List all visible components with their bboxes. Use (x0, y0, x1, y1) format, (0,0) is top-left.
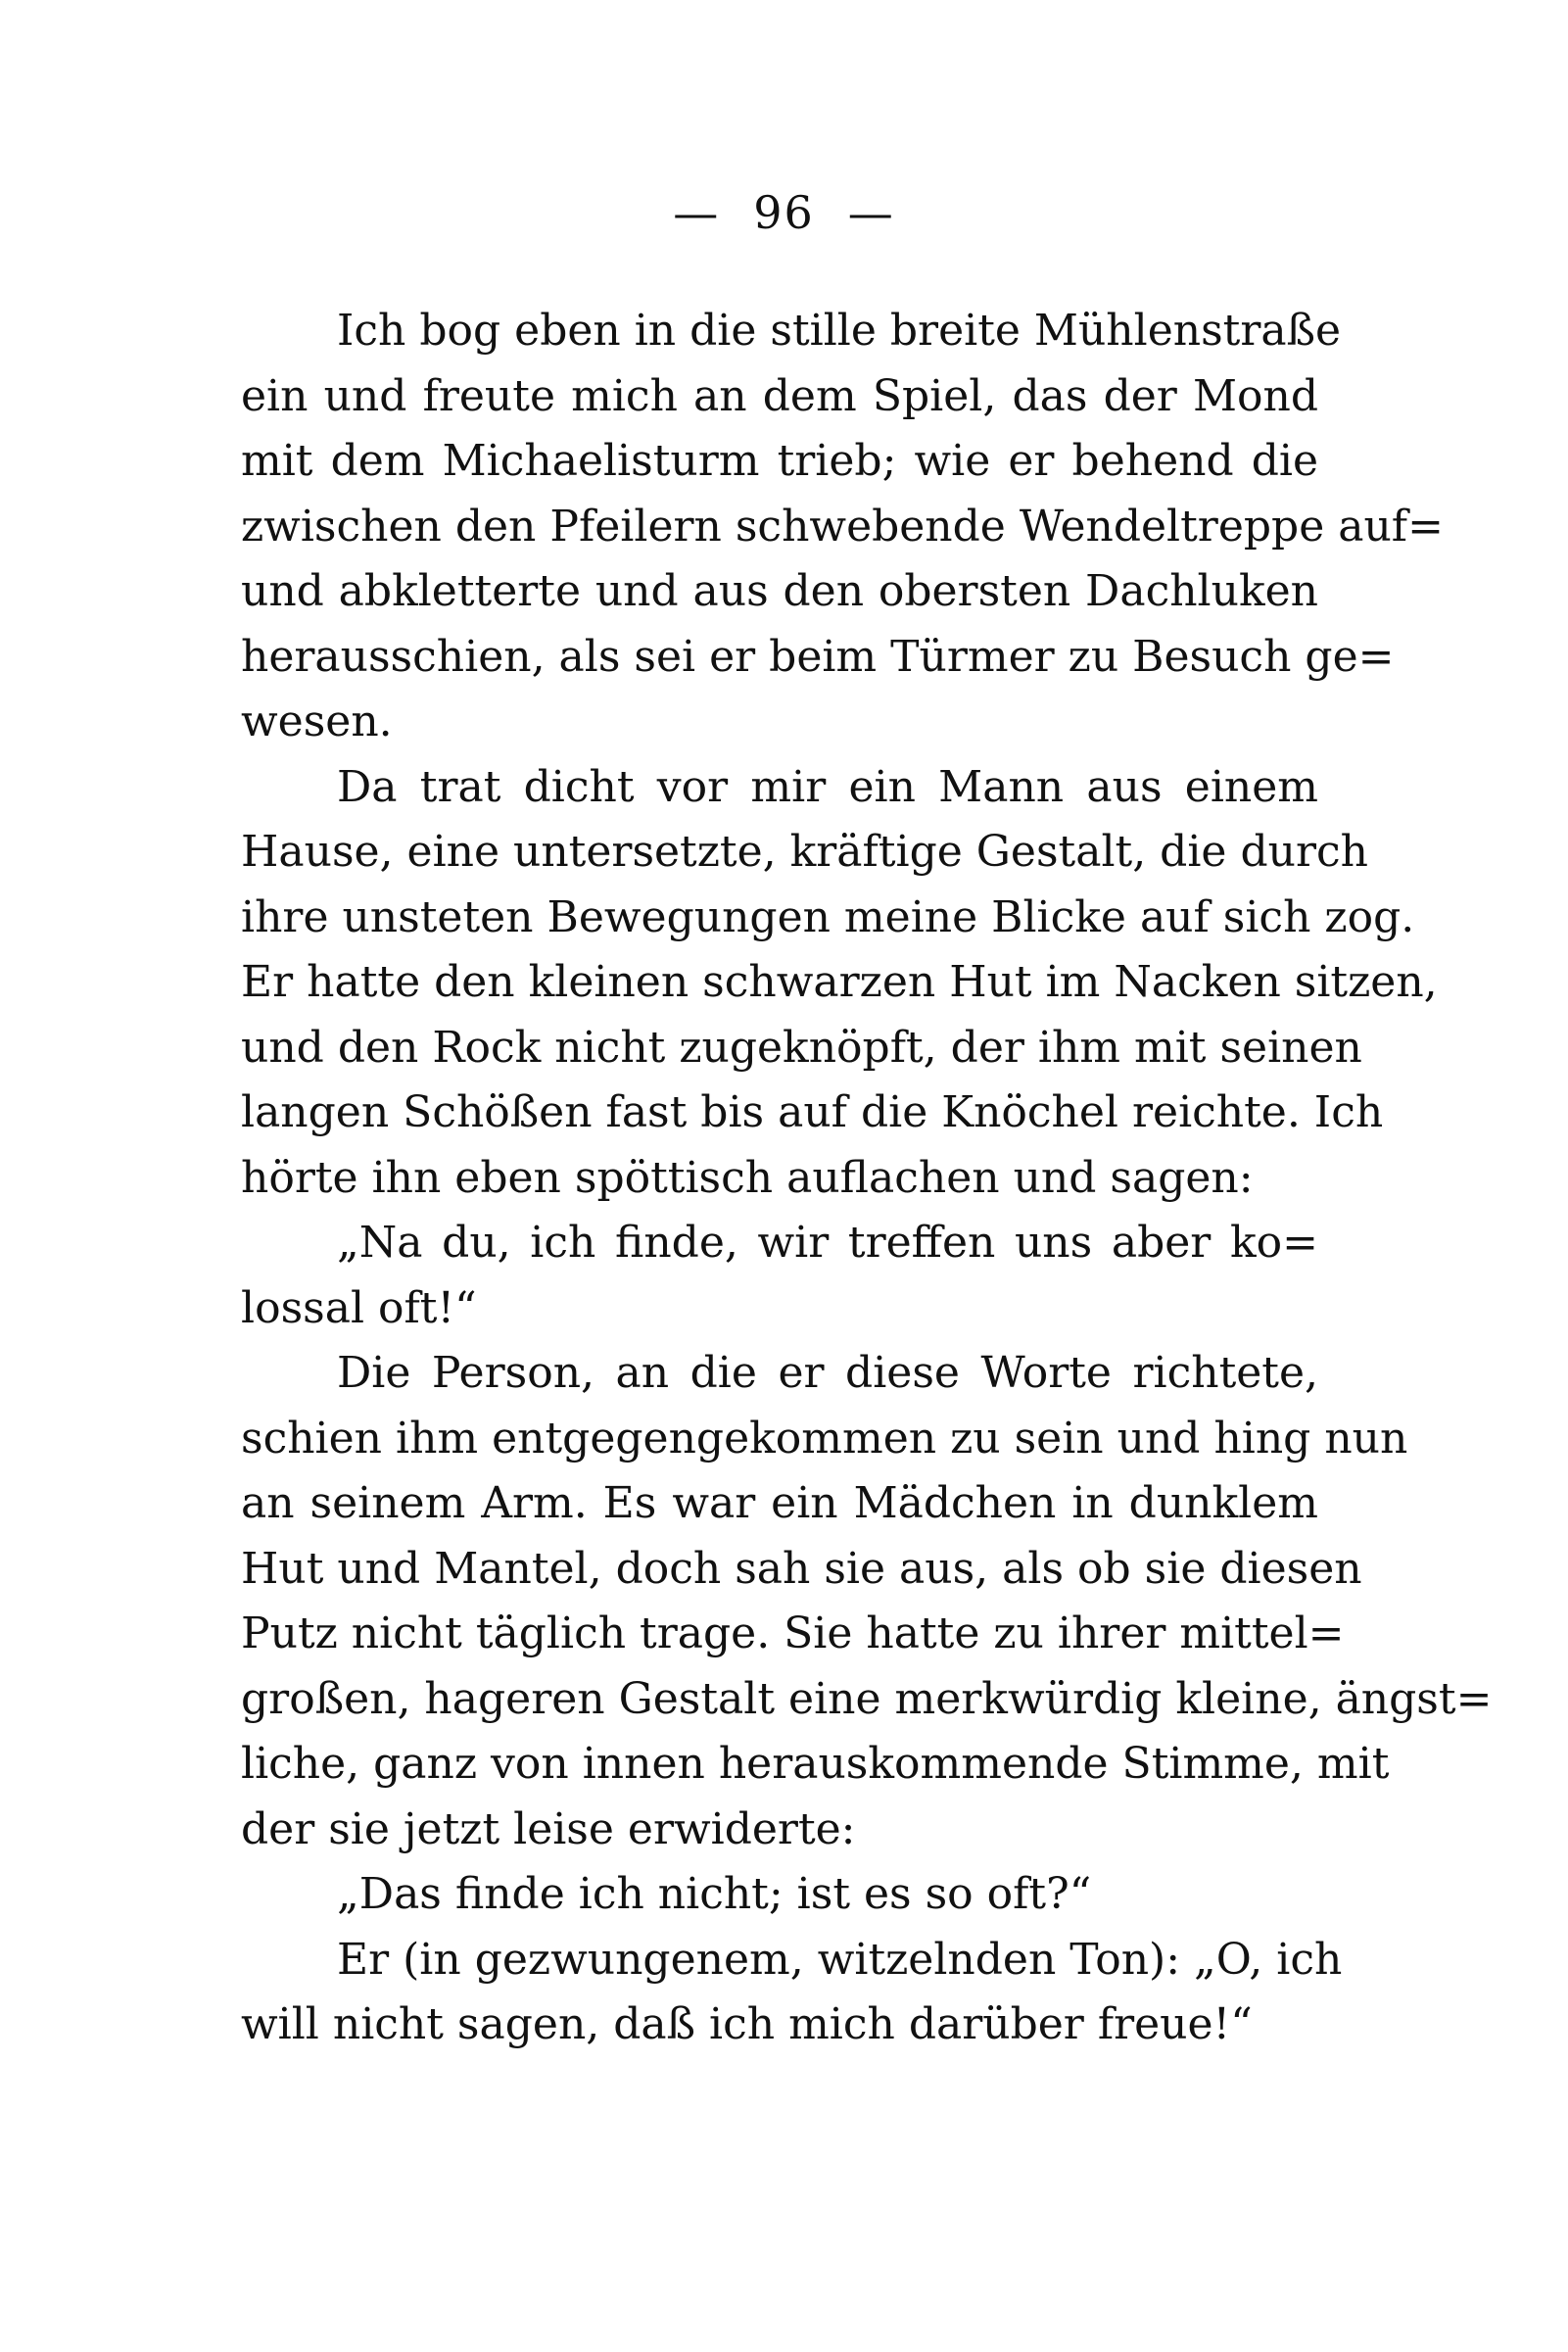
page-number-dash-left: — (673, 186, 721, 239)
text-line: lossal oft!“ (241, 1282, 477, 1333)
text-line: Er hatte den kleinen schwarzen Hut im Nacken sitzen, (241, 957, 1438, 1007)
text-line: und abkletterte und aus den obersten Dachluken (241, 566, 1318, 616)
text-line: und den Rock nicht zugeknöpft, der ihm mit seinen (241, 1022, 1362, 1073)
text-line: Er (in gezwungenem, witzelnden Ton): „O, ich (337, 1934, 1343, 1985)
text-line: „Na du, ich finde, wir treffen uns aber ko= (337, 1218, 1318, 1268)
text-line: Da trat dicht vor mir ein Mann aus einem (337, 761, 1318, 812)
page-number (0, 186, 1568, 239)
text-line: liche, ganz von innen herauskommende Stimme, mit (241, 1739, 1390, 1789)
page-number-dash-right: — (847, 186, 895, 239)
body-text (241, 299, 1493, 2058)
text-line: mit dem Michaelisturm trieb; wie er behend die (241, 436, 1318, 486)
text-line: an seinem Arm. Es war ein Mädchen in dunklem (241, 1478, 1318, 1528)
text-line: Die Person, an die er diese Worte richtete, (337, 1348, 1318, 1398)
page-number-value: 96 (753, 186, 815, 239)
text-line: hörte ihn eben spöttisch auflachen und sagen: (241, 1152, 1254, 1203)
text-line: Ich bog eben in die stille breite Mühlenstraße (337, 306, 1342, 356)
text-line: schien ihm entgegengekommen zu sein und hing nun (241, 1413, 1408, 1464)
text-line: Hut und Mantel, doch sah sie aus, als ob sie diesen (241, 1543, 1362, 1594)
text-line: der sie jetzt leise erwiderte: (241, 1803, 856, 1854)
text-line: zwischen den Pfeilern schwebende Wendeltreppe auf= (241, 501, 1444, 552)
text-line: „Das finde ich nicht; ist es so oft?“ (337, 1869, 1092, 1919)
text-line: großen, hageren Gestalt eine merkwürdig kleine, ängst= (241, 1673, 1493, 1724)
text-line: langen Schößen fast bis auf die Knöchel reichte. Ich (241, 1087, 1384, 1137)
text-line: Putz nicht täglich trage. Sie hatte zu ihrer mittel= (241, 1608, 1345, 1658)
text-line: Hause, eine untersetzte, kräftige Gestalt, die durch (241, 827, 1368, 877)
text-line: ihre unsteten Bewegungen meine Blicke auf sich zog. (241, 891, 1415, 942)
text-line: herausschien, als sei er beim Türmer zu Besuch ge= (241, 631, 1395, 682)
text-line: wesen. (241, 696, 393, 746)
text-line: will nicht sagen, daß ich mich darüber freue!“ (241, 1999, 1253, 2049)
text-line: ein und freute mich an dem Spiel, das der Mond (241, 370, 1318, 421)
